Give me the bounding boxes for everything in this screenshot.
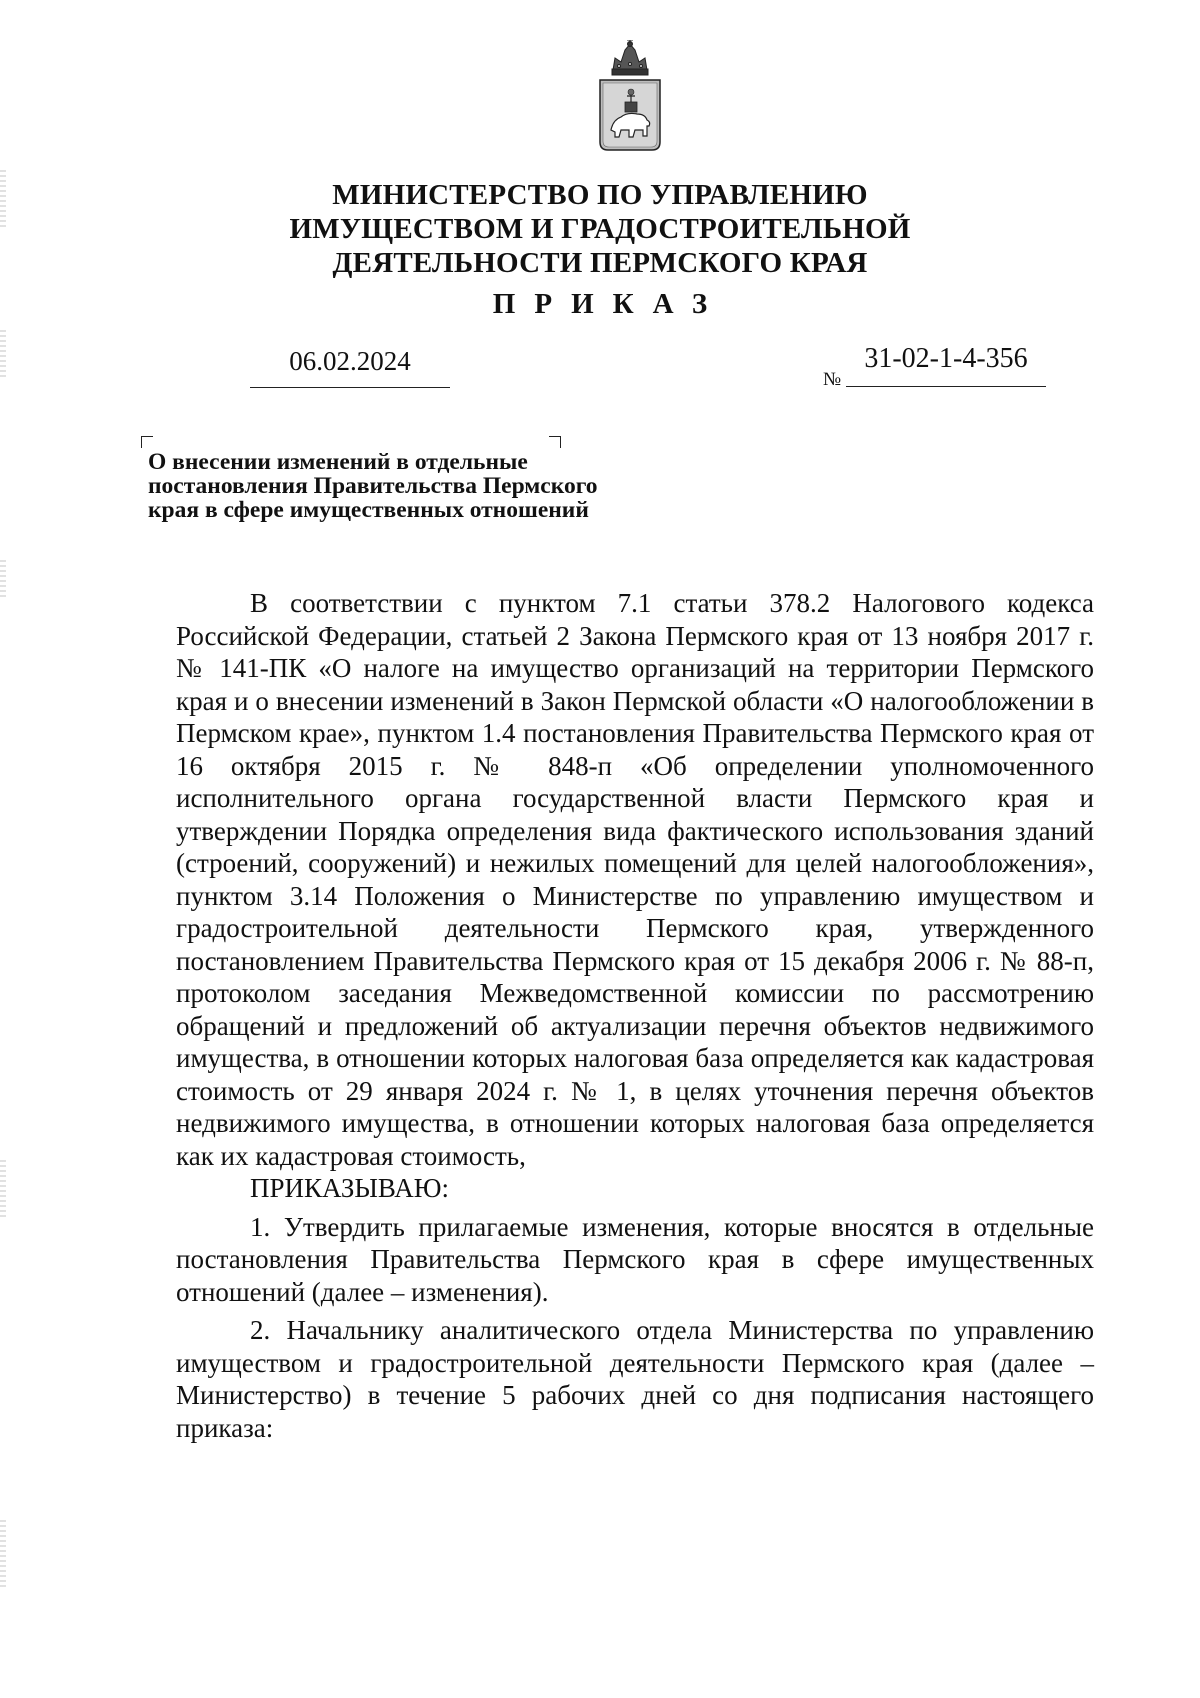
scan-artifact	[0, 1160, 6, 1220]
directive-word: ПРИКАЗЫВАЮ:	[250, 1173, 449, 1203]
header-line: ДЕЯТЕЛЬНОСТИ ПЕРМСКОГО КРАЯ	[332, 247, 868, 279]
preamble-paragraph: В соответствии с пунктом 7.1 статьи 378.2 Налогового кодекса Российской Федерации, статьей 2 Закона Пермского края от 13 ноября 2017 г. № 141-ПК «О налоге на имущество организаций на территории Пермского края и о внесении изменений в Закон Пермской области «О налогообложении в Пермском крае», пунктом 1.4 постановления Правительства Пермского края от 16 октября 2015 г. № 848-п «Об определении уполномоченного исполнительного органа государственной власти Пермского края и утверждении Порядка определения вида фактического использования зданий (строений, сооружений) и нежилых помещений для целей налогообложения», пунктом 3.14 Положения о Министерстве по управлению имуществом и градостроительной деятельности Пермского края, утвержденного постановлением Правительства Пермского края от 15 декабря 2006 г. № 88-п, протоколом заседания Межведомственной комиссии по рассмотрению обращений и предложений об актуализации перечня объектов недвижимого имущества, в отношении которых налоговая база определяется как кадастровая стоимость от 29 января 2024 г. № 1, в целях уточнения перечня объектов недвижимого имущества, в отношении которых налоговая база определяется как их кадастровая стоимость,	[176, 588, 1094, 1171]
subject-line: О внесении изменений в отдельные	[148, 449, 528, 475]
subject-corner-mark	[549, 436, 561, 448]
ministry-header	[0, 178, 1200, 280]
header-line: ИМУЩЕСТВОМ И ГРАДОСТРОИТЕЛЬНОЙ	[289, 213, 911, 245]
subject-line: постановления Правительства Пермского	[148, 473, 598, 499]
subject-line: края в сфере имущественных отношений	[148, 497, 589, 523]
document-type-title: ПРИКАЗ	[492, 288, 727, 320]
subject-corner-mark	[141, 436, 153, 448]
document-subject	[148, 450, 708, 522]
number-underline	[846, 386, 1046, 387]
coat-of-arms-icon	[597, 40, 663, 152]
document-number: 31-02-1-4-356	[864, 343, 1028, 374]
order-item: 2. Начальнику аналитического отдела Министерства по управлению имуществом и градостроительной деятельности Пермского края (далее – Министерство) в течение 5 рабочих дней со дня подписания настоящего приказа:	[176, 1315, 1094, 1443]
order-item: 1. Утвердить прилагаемые изменения, которые вносятся в отдельные постановления Правительства Пермского края в сфере имущественных отношений (далее – изменения).	[176, 1211, 1094, 1307]
document-body	[176, 587, 1094, 1444]
number-sign: №	[823, 369, 842, 390]
date-underline	[250, 387, 450, 388]
scan-artifact	[0, 1520, 6, 1590]
scan-artifact	[0, 560, 6, 600]
scan-artifact	[0, 330, 6, 380]
document-date: 06.02.2024	[289, 346, 411, 376]
header-line: МИНИСТЕРСТВО ПО УПРАВЛЕНИЮ	[332, 179, 868, 211]
